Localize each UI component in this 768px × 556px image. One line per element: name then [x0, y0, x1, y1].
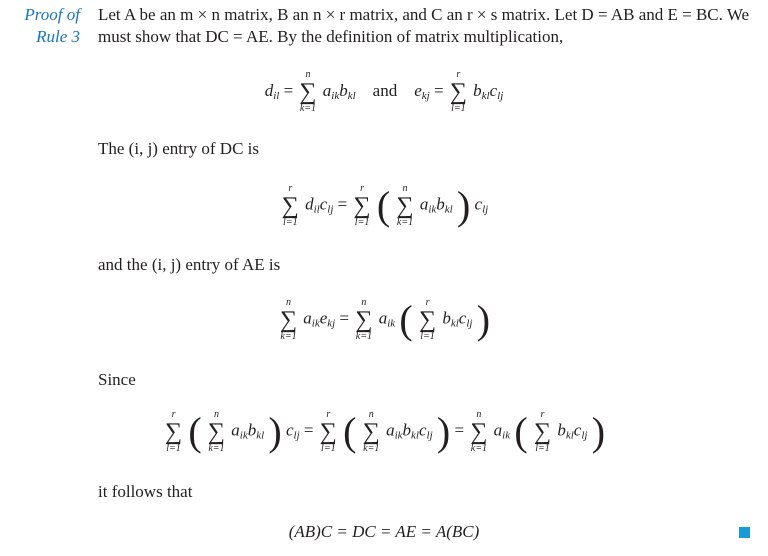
text-since: Since: [98, 370, 136, 389]
proof-label-line2: Rule 3: [36, 27, 80, 46]
text-dc-entry: The (i, j) entry of DC is: [98, 139, 259, 158]
proof-label: [6, 4, 80, 48]
equation-dc: r ∑ l=1 $d_{il}c_{lj}$ = r ∑ l=1 ( n ∑ k=1 $a_{ik}b_{kl}$ ) $c_{lj}$: [281, 182, 489, 228]
sum-l: r ∑ l=1: [449, 69, 467, 114]
intro-paragraph: Let A be an m × n matrix, B an n × r matrix, and C an r × s matrix. Let D = AB and E = BC. We must show that DC = AE. By the definition of matrix multiplication,: [98, 5, 750, 46]
equation-ae: n ∑ k=1 $a_{ik}e_{kj}$ = n ∑ k=1 $a_{ik}$ ( r ∑ l=1 $b_{kl}c_{lj}$ ): [279, 296, 491, 342]
equation-definitions: $d_{il}$ = n ∑ k=1 $a_{ik}b_{kl}$ and $e_{kj}$ = r ∑ l=1 $b_{kl}c_{lj}$: [264, 69, 504, 114]
text-follows: it follows that: [98, 482, 193, 501]
proof-label-line1: Proof of: [24, 5, 80, 24]
equation-equality-chain: r ∑ l=1 ( n ∑ k=1 $a_{ik}b_{kl}$ ) $c_{lj}$ = r ∑ l=1 ( n ∑ k=1 $a_{ik}b_{kl}c_{lj}$ ) = n ∑ k=1 $a_{ik}$ ( r ∑ l=1 $b_{kl}c_{lj}$ ): [164, 408, 606, 454]
equation-conclusion: (AB)C = DC = AE = A(BC): [288, 522, 480, 541]
text-ae-entry: and the (i, j) entry of AE is: [98, 255, 281, 274]
qed-square-icon: [739, 527, 750, 538]
sum-k: n ∑ k=1: [299, 69, 317, 114]
